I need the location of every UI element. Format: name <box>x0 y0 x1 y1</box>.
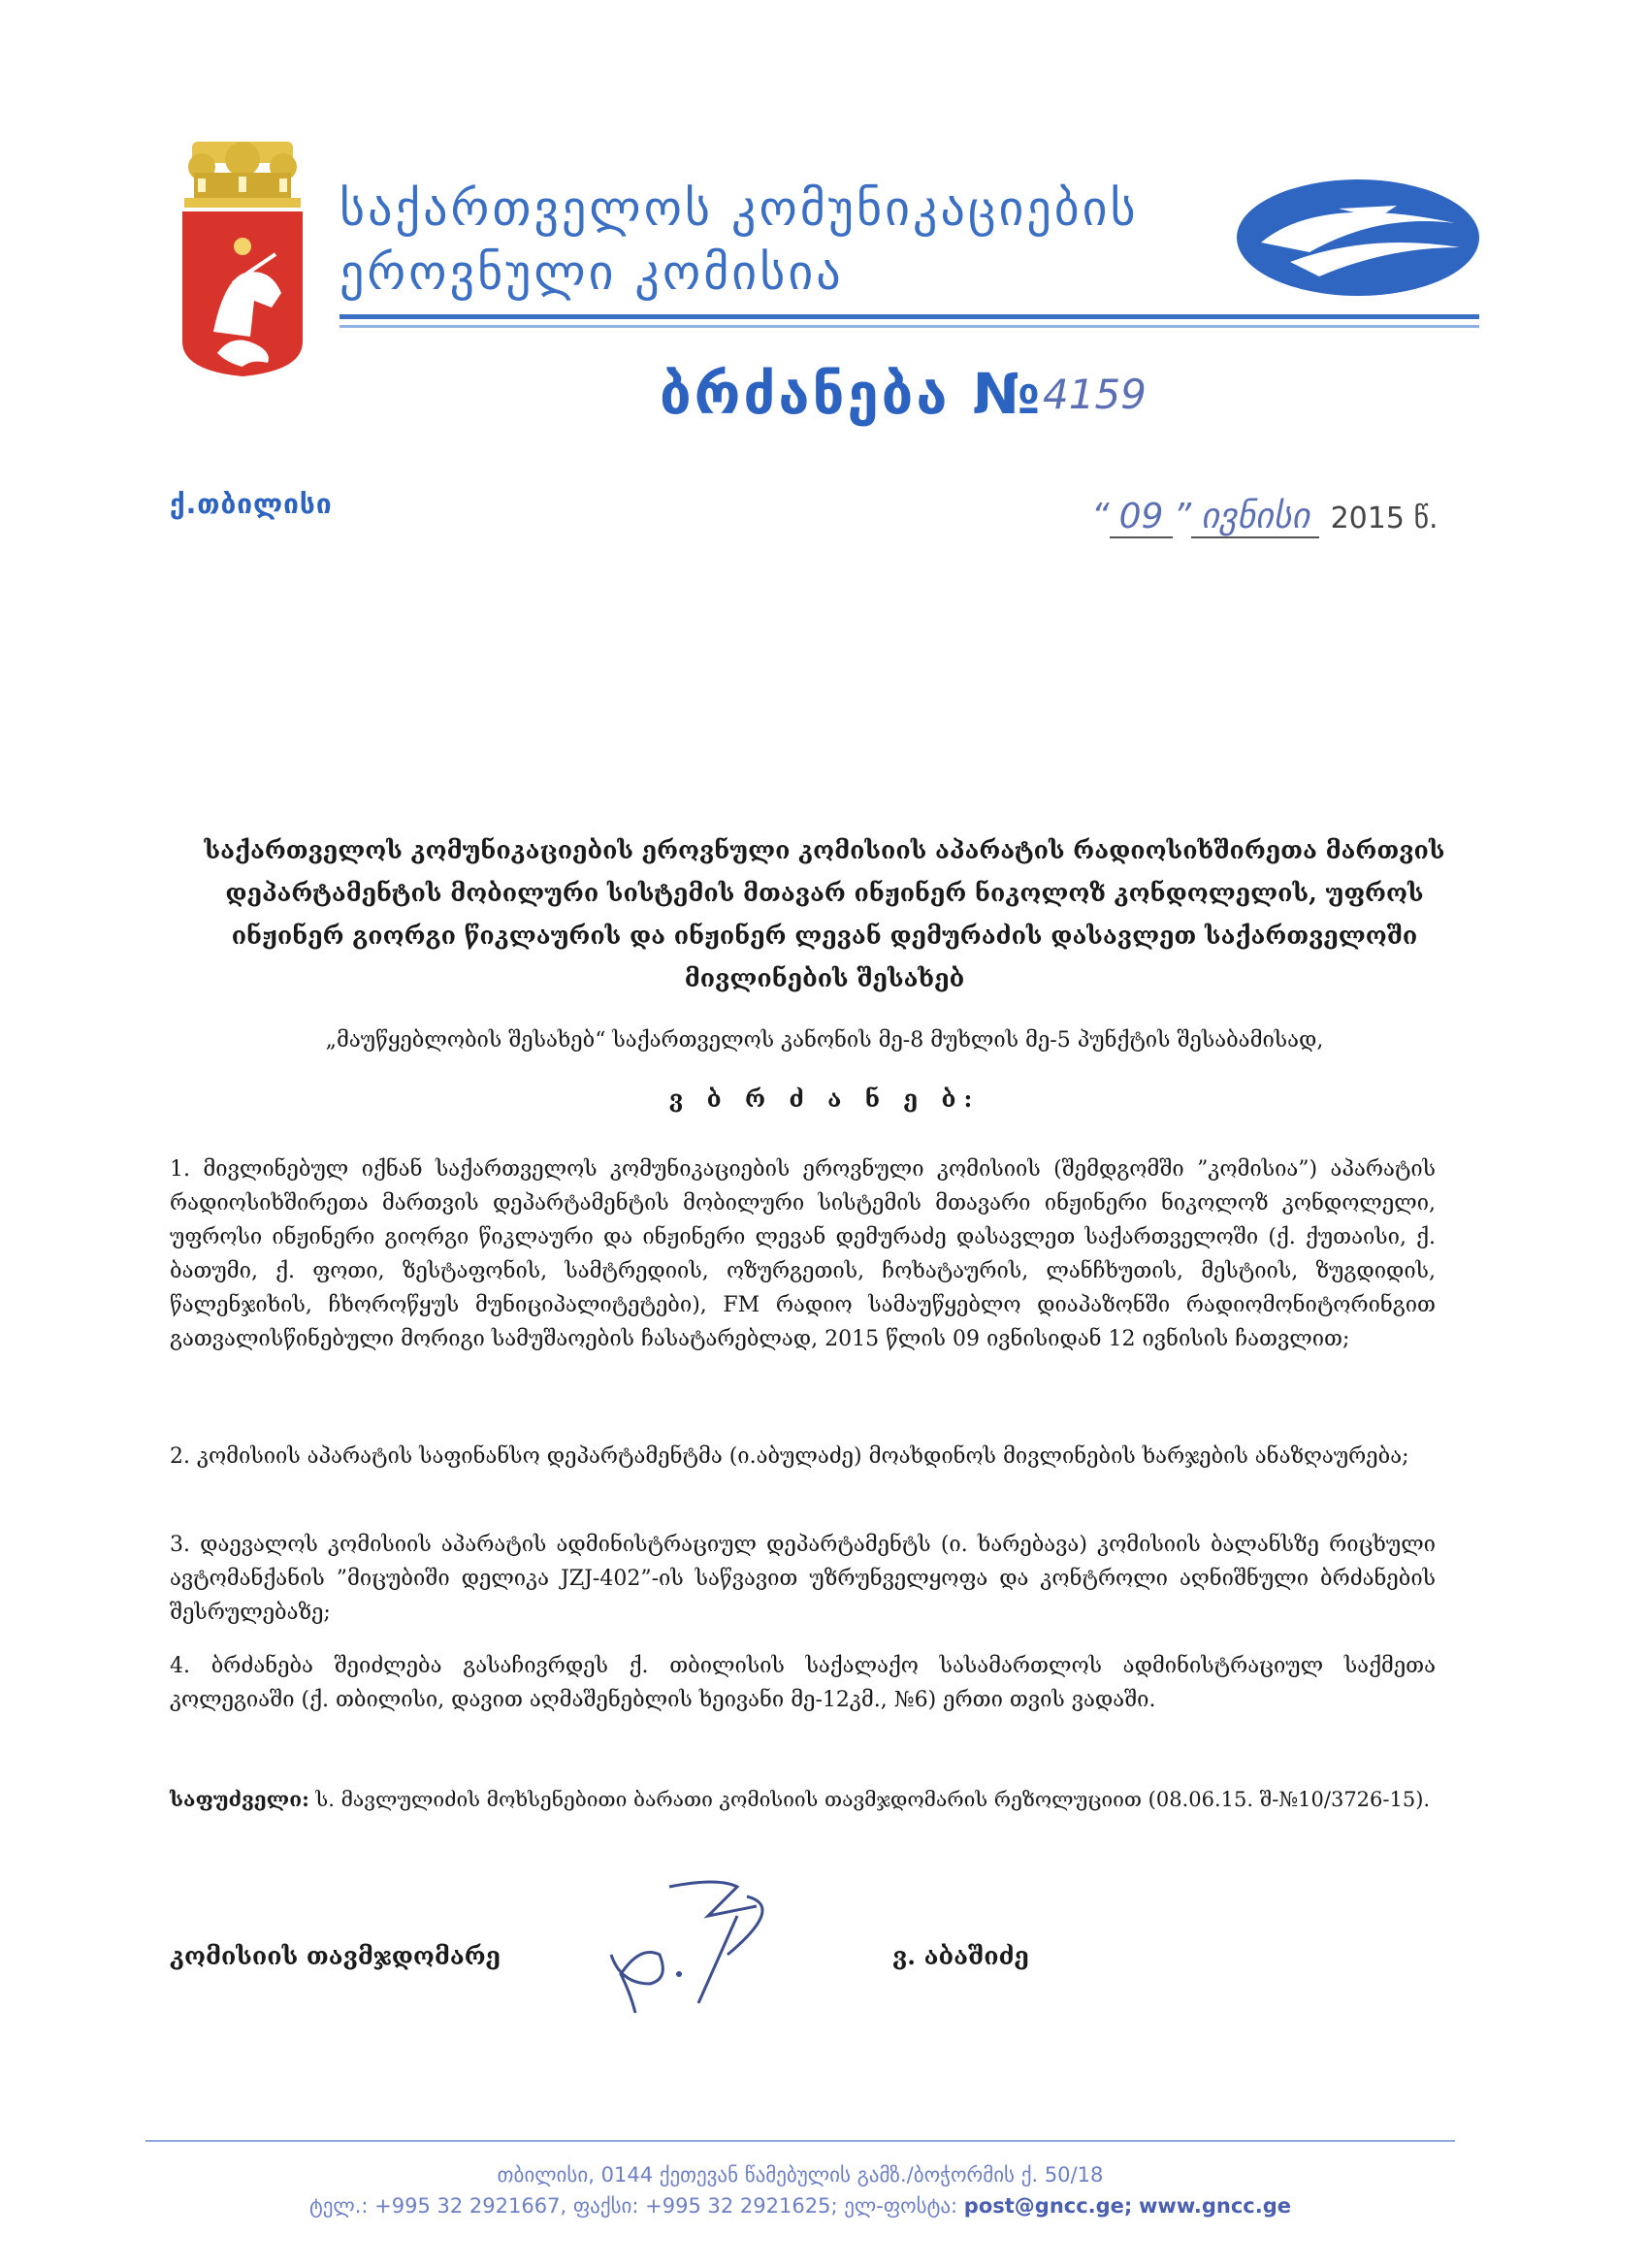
date-year: 2015 წ. <box>1330 502 1439 535</box>
legal-basis: „მაუწყებლობის შესახებ“ საქართველოს კანონის მე-8 მუხლის მე-5 პუნქტის შესაბამისად, <box>325 1028 1324 1053</box>
organization-name-line2: ეროვნული კომისია <box>340 244 844 301</box>
order-number: 4159 <box>1043 371 1147 418</box>
coat-of-arms-icon <box>175 138 310 378</box>
header-divider <box>340 314 1479 319</box>
footer-fax: ფაქსი: +995 32 2921625; <box>572 2194 838 2218</box>
footer-phone: ტელ.: +995 32 2921667, <box>309 2194 567 2218</box>
basis-label: საფუძველი: <box>170 1787 309 1811</box>
footer-divider <box>146 2140 1455 2142</box>
gncc-logo-icon <box>1232 175 1484 301</box>
organization-name-line1: საქართველოს კომუნიკაციების <box>340 180 1139 237</box>
order-paragraph-2: 2. კომისიის აპარატის საფინანსო დეპარტამენტმა (ი.აბულაძე) მოახდინოს მივლინების ხარჯების ანაზღაურება; <box>170 1444 1409 1469</box>
city-label: ქ.თბილისი <box>170 488 333 520</box>
signatory-name: ვ. აბაშიძე <box>892 1942 1029 1970</box>
organization-name <box>340 177 1139 305</box>
order-subject: საქართველოს კომუნიკაციების ეროვნული კომისიის აპარატის რადიოსიხშირეთა მართვის დეპარტამენტის მობილური სისტემის მთავარ ინჟინერ ნიკოლოზ კონდოლელის, უფროს ინჟინერ გიორგი წიკლაურის და ინჟინერ ლევან დემურაძის დასავლეთ საქართველოში მივლინების შესახებ <box>204 836 1445 992</box>
footer-email-label: ელ-ფოსტა: <box>844 2194 958 2218</box>
order-paragraph-3: 3. დაევალოს კომისიის აპარატის ადმინისტრაციულ დეპარტამენტს (ი. ხარებავა) კომისიის ბალანსზე რიცხული ავტომანქანის ”მიცუბიში დელიკა JZJ-402”-ის საწვავით უზრუნველყოფა და კონტროლი აღნიშნული ბრძანების შესრულებაზე; <box>170 1533 1436 1625</box>
order-title: ბრძანება № <box>660 361 1044 427</box>
signatory-title: კომისიის თავმჯდომარე <box>170 1942 501 1970</box>
handwritten-signature <box>582 1877 931 2023</box>
footer-website-link[interactable]: www.gncc.ge <box>1139 2194 1291 2218</box>
date-month: ივნისი <box>1191 497 1319 538</box>
order-date: “ 09 ” ივნისი 2015 წ. <box>1091 497 1439 536</box>
footer-contacts <box>146 2194 1455 2218</box>
date-day: 09 <box>1110 497 1174 538</box>
header-divider-thin <box>340 325 1479 328</box>
order-paragraph-1: 1. მივლინებულ იქნან საქართველოს კომუნიკაციების ეროვნული კომისიის (შემდგომში ”კომისია”) აპარატის რადიოსიხშირეთა მართვის დეპარტამენტის მობილური სისტემის მთავარი ინჟინერი ნიკოლოზ კონდოლელი, უფროსი ინჟინერი გიორგი წიკლაური და ინჟინერი ლევან დემურაძე დასავლეთ საქართველოში (ქ. ქუთაისი, ქ. ბათუმი, ქ. ფოთი, ზესტაფონის, სამტრედიის, ოზურგეთის, ჩოხატაურის, ლანჩხუთის, მესტიის, ზუგდიდის, წალენჯიხის, ჩხოროწყუს მუნიციპალიტეტები), FM რადიო სამაუწყებლო დიაპაზონში რადიომონიტორინგით გათვალისწინებული მორიგი სამუშაოების ჩასატარებლად, 2015 წლის 09 ივნისიდან 12 ივნისის ჩათვლით; <box>170 1157 1436 1351</box>
order-paragraph-4: 4. ბრძანება შეიძლება გასაჩივრდეს ქ. თბილისის საქალაქო სასამართლოს ადმინისტრაციულ საქმეთა კოლეგიაში (ქ. თბილისი, დავით აღმაშენებლის ხეივანი მე-12კმ., №6) ერთი თვის ვადაში. <box>170 1654 1436 1712</box>
basis-text: ს. მავლულიძის მოხსენებითი ბარათი კომისიის თავმჯდომარის რეზოლუციით (08.06.15. შ-№10/3726-15). <box>315 1788 1431 1811</box>
order-verb: ვ ბ რ ძ ა ნ ე ბ: <box>668 1085 981 1113</box>
footer-address: თბილისი, 0144 ქეთევან წამებულის გამზ./ბოჭორმის ქ. 50/18 <box>497 2163 1104 2187</box>
footer-email-link[interactable]: post@gncc.ge; <box>963 2194 1133 2218</box>
basis-note <box>170 1783 1436 1816</box>
